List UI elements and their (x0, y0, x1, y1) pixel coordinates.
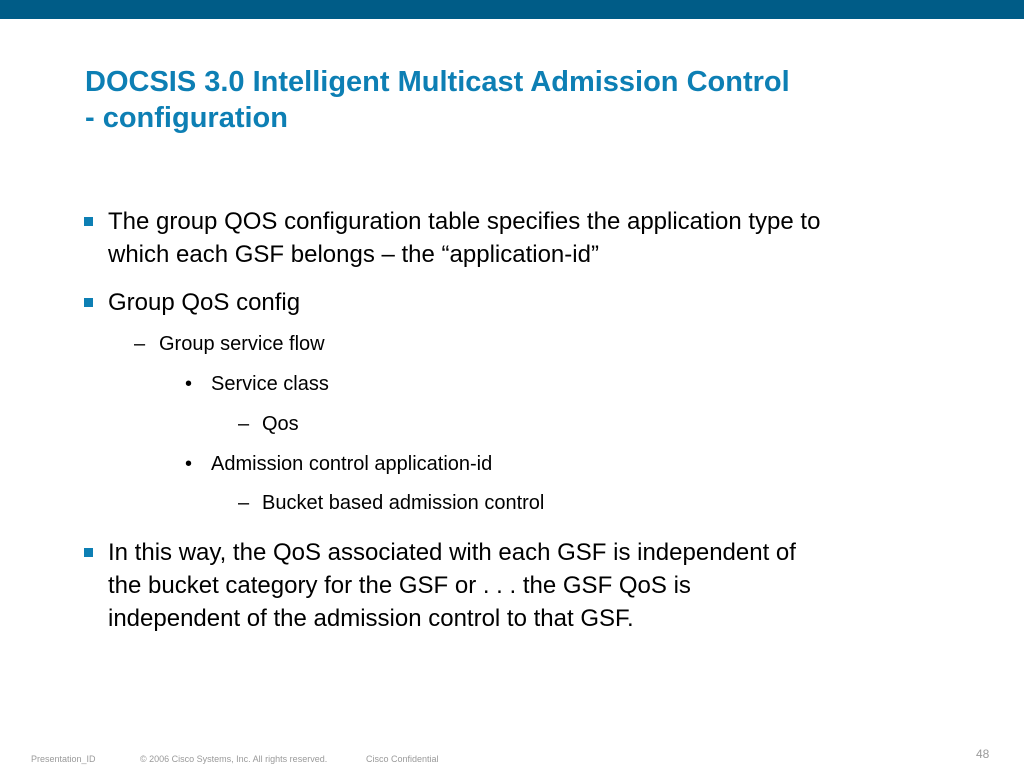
sub-sub-bullet-text: Admission control application-id (211, 453, 493, 475)
square-bullet-icon (84, 548, 93, 557)
level4-bullet-text: Qos (262, 413, 299, 435)
sub-sub-bullet-text: Service class (211, 373, 329, 395)
bullet-text: the bucket category for the GSF or . . . the GSF QoS is (108, 572, 691, 599)
level4-bullet-text: Bucket based admission control (262, 492, 545, 514)
slide-title-line-1: DOCSIS 3.0 Intelligent Multicast Admission Control (85, 66, 790, 98)
dot-bullet-icon: • (185, 373, 193, 395)
square-bullet-icon (84, 217, 93, 226)
dot-bullet-icon: • (185, 453, 193, 475)
bullet-text: which each GSF belongs – the “application-id” (108, 241, 599, 268)
footer-copyright: © 2006 Cisco Systems, Inc. All rights reserved. (140, 754, 328, 764)
footer-presentation-id: Presentation_ID (31, 754, 96, 764)
footer-confidential: Cisco Confidential (366, 754, 439, 764)
bullet-text: The group QOS configuration table specifies the application type to (108, 208, 821, 235)
dash-bullet-icon: – (238, 413, 250, 435)
bullet-text: independent of the admission control to that GSF. (108, 605, 634, 632)
bullet-text: In this way, the QoS associated with each GSF is independent of (108, 539, 796, 566)
square-bullet-icon (84, 298, 93, 307)
dash-bullet-icon: – (134, 333, 146, 355)
sub-bullet-text: Group service flow (159, 333, 325, 355)
dash-bullet-icon: – (238, 492, 250, 514)
bullet-text: Group QoS config (108, 289, 301, 316)
slide-title-line-2: - configuration (85, 102, 288, 134)
page-number: 48 (976, 747, 990, 761)
